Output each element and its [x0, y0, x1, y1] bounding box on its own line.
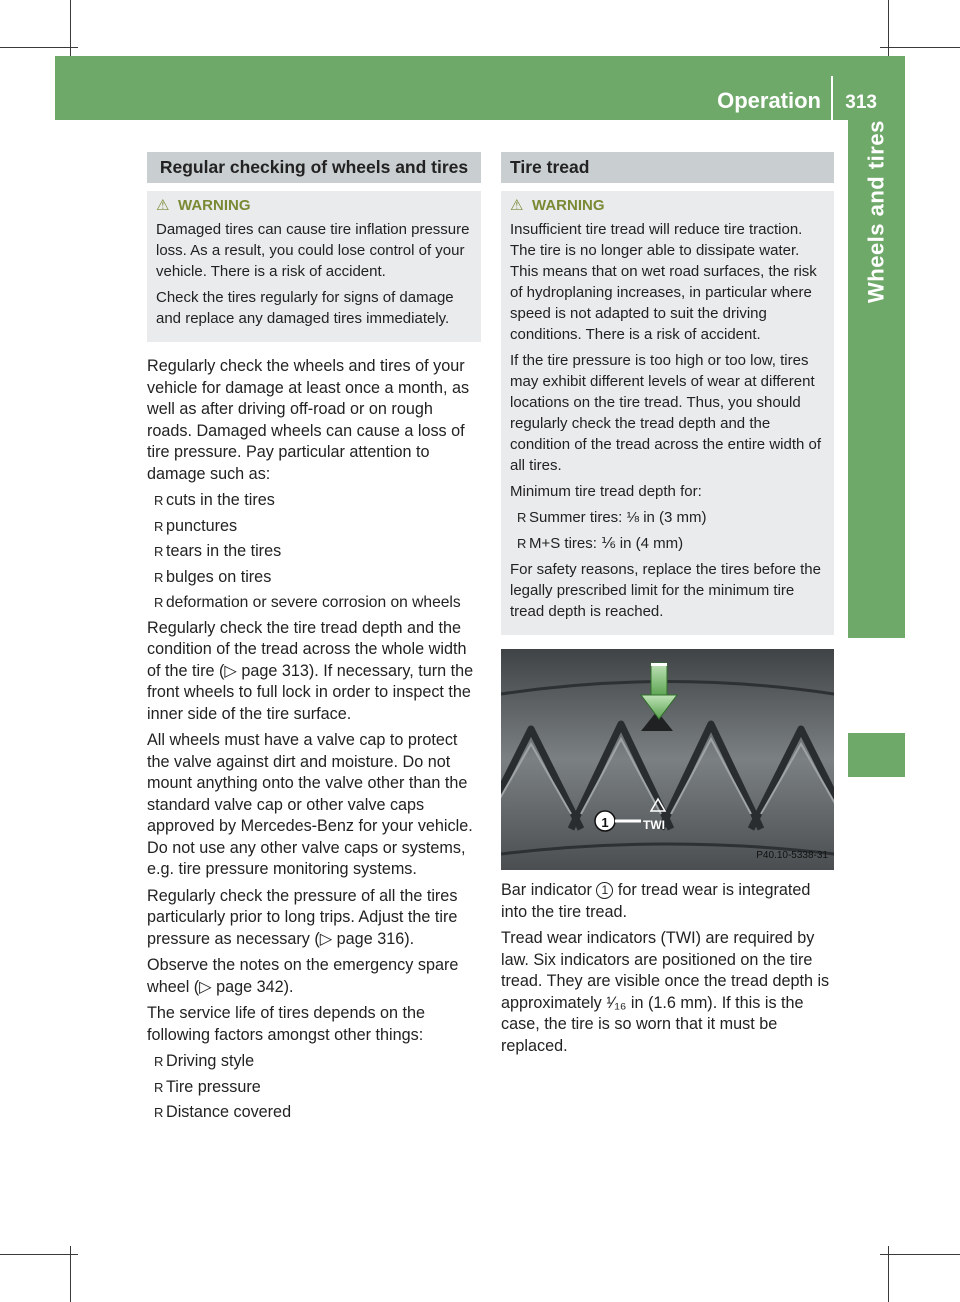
list-item-text: bulges on tires: [166, 567, 272, 586]
paragraph: Regularly check the tire tread depth and the condition of the tread across the whole width of the tire (▷ page 313). If necessary, turn the front wheels to full lock in order to inspect the inner side of the tire surface.: [147, 618, 474, 723]
list-item: [154, 1077, 481, 1099]
list-item: [154, 592, 481, 614]
right-column: [501, 152, 834, 1062]
list-item-text: Summer tires: ⅛ in (3 mm): [529, 509, 707, 526]
list-item-text: tears in the tires: [166, 542, 282, 560]
crop-mark: [0, 47, 78, 48]
paragraph-text: for tread wear is integrated into the tire tread.: [501, 881, 811, 921]
chapter-tab: [848, 120, 905, 638]
warning-title: [510, 195, 826, 216]
twi-label: TWI: [643, 818, 665, 832]
paragraph: All wheels must have a valve cap to protect the valve against dirt and moisture. Do not mount anything onto the valve other than the standard valve cap or other valve caps approved by Mercedes-Benz for your vehicle. Do not use any other valve caps or systems, e.g. tire pressure monitoring systems.: [147, 731, 473, 878]
bullet-icon: R: [154, 1054, 164, 1069]
chapter-tab-label: Wheels and tires: [863, 120, 889, 303]
bullet-icon: R: [517, 510, 527, 525]
list-item-text: punctures: [166, 516, 238, 535]
list-item: [154, 516, 481, 538]
tire-tread-figure: [501, 649, 834, 870]
list-item: [154, 541, 481, 563]
warning-text: Insufficient tire tread will reduce tire traction. The tire is no longer able to dissipate water. This means that on wet road surfaces, the risk of hydroplaning increases, in particular where speed is not adapted to suit the driving conditions. There is a risk of accident.: [510, 221, 817, 343]
warning-box: [501, 191, 834, 635]
bullet-icon: R: [154, 544, 164, 559]
list-item-text: cuts in the tires: [166, 491, 275, 509]
warning-icon: ⚠: [510, 197, 524, 214]
callout-number: 1: [601, 815, 609, 830]
warning-label: WARNING: [532, 197, 605, 214]
list-item: [154, 567, 481, 589]
bullet-icon: R: [517, 536, 527, 551]
bullet-icon: R: [154, 1079, 164, 1095]
list-item-text: Driving style: [166, 1052, 255, 1070]
list-item-text: deformation or severe corrosion on wheels: [166, 594, 461, 611]
header-separator: [831, 76, 833, 120]
bullet-icon: R: [154, 569, 164, 585]
section-heading: Regular checking of wheels and tires: [147, 152, 481, 183]
crop-mark: [70, 1246, 71, 1302]
warning-label: WARNING: [178, 197, 251, 214]
list-item-text: M+S tires: ⅙ in (4 mm): [529, 535, 684, 552]
section-heading: Tire tread: [501, 152, 834, 183]
bullet-icon: R: [154, 518, 164, 534]
page-number: 313: [845, 92, 877, 113]
bullet-icon: R: [154, 493, 164, 508]
paragraph-text: Bar indicator: [501, 881, 592, 899]
paragraph: Regularly check the wheels and tires of your vehicle for damage at least once a month, as well as after driving off-road or on rough roads. Damaged wheels can cause a loss of tire pressure. Pay particular attention to damage such as:: [147, 357, 470, 483]
warning-icon: ⚠: [156, 197, 170, 214]
header-bar: [55, 56, 905, 120]
list-item: [154, 490, 481, 512]
warning-text: Damaged tires can cause tire inflation pressure loss. As a result, you could lose control of your vehicle. There is a risk of accident.: [156, 221, 470, 280]
warning-text: Check the tires regularly for signs of damage and replace any damaged tires immediately.: [156, 289, 454, 327]
crop-mark: [880, 1254, 960, 1255]
list-item: [517, 507, 826, 528]
warning-title: [156, 195, 473, 216]
crop-mark: [0, 1254, 78, 1255]
list-item-text: Distance covered: [166, 1103, 292, 1121]
callout-marker: 1: [596, 882, 613, 899]
warning-text: For safety reasons, replace the tires before the legally prescribed limit for the minimum tire tread depth is reached.: [510, 561, 821, 620]
paragraph: Regularly check the pressure of all the tires particularly prior to long trips. Adjust the tire pressure as necessary (▷ page 316).: [147, 886, 458, 948]
figure-id: P40.10-5338-31: [756, 849, 828, 861]
list-item: [154, 1102, 481, 1124]
tire-tread-illustration: [501, 649, 834, 870]
bullet-icon: R: [154, 1105, 164, 1120]
bullet-icon: R: [154, 595, 164, 610]
warning-box: [147, 191, 481, 342]
list-item: [154, 1051, 481, 1073]
paragraph: The service life of tires depends on the following factors amongst other things:: [147, 1004, 426, 1044]
section-title: Operation: [717, 88, 821, 113]
list-item: [517, 533, 826, 554]
paragraph: Observe the notes on the emergency spare wheel (▷ page 342).: [147, 956, 459, 996]
warning-text: If the tire pressure is too high or too low, tires may exhibit different levels of wear at different locations on the tire tread. Thus, you should regularly check the tread depth and the condition of the tread across the entire width of all tires.: [510, 352, 822, 474]
chapter-marker: [848, 733, 905, 777]
paragraph: Tread wear indicators (TWI) are required by law. Six indicators are positioned on the tire tread. They are visible once the tread depth is approximately ¹⁄₁₆ in (1.6 mm). If this is the case, the tire is so worn that it must be replaced.: [501, 929, 830, 1055]
crop-mark: [880, 47, 960, 48]
list-item-text: Tire pressure: [166, 1077, 261, 1096]
left-column: [147, 152, 481, 1128]
crop-mark: [70, 0, 71, 56]
warning-text: Minimum tire tread depth for:: [510, 483, 702, 500]
paragraph: [501, 880, 834, 923]
